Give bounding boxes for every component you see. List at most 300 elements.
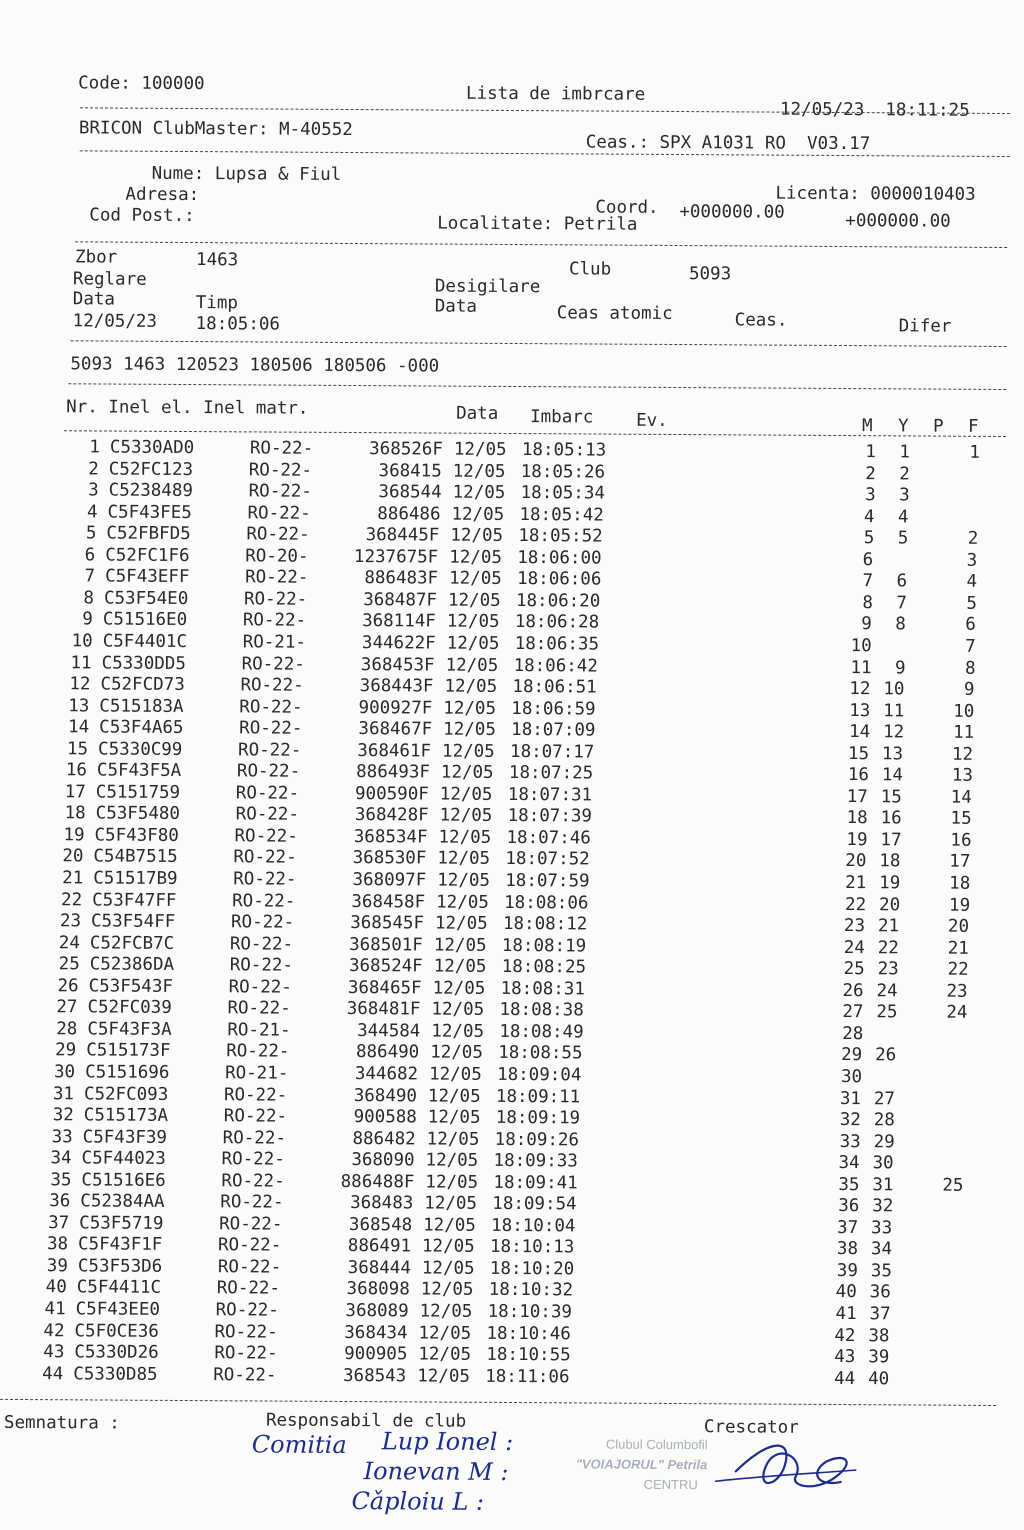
registration-number: 344682 [332,1064,418,1085]
registration-number: 900927F [346,698,432,719]
rank-f: 23 [942,981,968,1001]
handwritten-name: Lup Ionel : [382,1427,514,1456]
registration-number: 368097F [340,870,426,891]
rank-y: 1 [886,442,910,462]
row-number: 43 [28,1342,64,1362]
registration-number: 368524F [337,956,423,977]
arrival-date: 12/05 [438,827,491,847]
rank-m: 27 [837,1002,863,1022]
registration-number: 886491 [325,1236,411,1257]
arrival-date: 12/05 [434,935,487,955]
arrival-time: 18:05:13 [522,440,606,461]
registration-number: 886482 [330,1128,416,1149]
rank-f: 5 [951,594,977,614]
club-label: Club [569,259,611,279]
rank-y: 25 [873,1003,897,1023]
arrival-time: 18:10:39 [488,1302,572,1323]
arrival-date: 12/05 [453,461,506,481]
registration-prefix: RO-22- [217,1279,280,1299]
row-number: 40 [31,1278,67,1298]
arrival-date: 12/05 [422,1237,475,1257]
electronic-ring: C5F43EE0 [76,1299,160,1320]
unsealing-date-label: Data [435,297,477,317]
electronic-ring: C53F543F [89,976,173,997]
arrival-time: 18:07:59 [505,871,589,892]
registration-prefix: RO-22- [230,934,293,954]
row-number: 17 [50,782,86,802]
row-number: 2 [63,459,99,479]
rank-f: 19 [944,895,970,915]
registration-number: 368544 [356,482,442,503]
rank-f: 3 [951,550,977,570]
registration-prefix: RO-22- [242,654,305,674]
electronic-ring: C51516E6 [81,1170,165,1191]
arrival-date: 12/05 [418,1345,471,1365]
registration-number: 368545F [338,913,424,934]
column-f: F [968,417,979,437]
registration-prefix: RO-22- [219,1214,282,1234]
rank-y: 7 [883,593,907,613]
arrival-date: 12/05 [454,440,507,460]
date-label: Data [73,289,115,309]
electronic-ring: C5F4401C [103,631,187,652]
rank-y: 39 [865,1347,889,1367]
clubmaster-id: BRICON ClubMaster: M-40552 [79,118,353,140]
rank-m: 22 [840,895,866,915]
registration-prefix: RO-22- [236,805,299,825]
arrival-time: 18:08:55 [498,1043,582,1064]
rank-y: 28 [871,1110,895,1130]
rank-y: 3 [886,485,910,505]
arrival-time: 18:07:09 [511,720,595,741]
print-datetime: 12/05/23 18:11:25 [780,100,970,121]
rank-m: 38 [832,1239,858,1259]
electronic-ring: C5330D26 [74,1342,158,1363]
row-number: 1 [64,437,100,457]
rank-y: 23 [875,959,899,979]
arrival-date: 12/05 [430,1043,483,1063]
rank-m: 19 [841,830,867,850]
arrival-date: 12/05 [444,677,497,697]
row-number: 24 [44,933,80,953]
rank-m: 34 [834,1153,860,1173]
registration-number: 368487F [351,590,437,611]
postal-code-label: Cod Post.: [89,205,194,226]
row-number: 11 [56,653,92,673]
arrival-date: 12/05 [441,763,494,783]
registration-prefix: RO-20- [245,546,308,566]
registration-prefix: RO-22- [221,1171,284,1191]
electronic-ring: C5330C99 [98,739,182,760]
rank-m: 8 [847,593,873,613]
rank-y: 2 [886,464,910,484]
arrival-date: 12/05 [436,892,489,912]
arrival-time: 18:07:39 [508,806,592,827]
arrival-time: 18:09:11 [496,1086,580,1107]
row-number: 44 [27,1364,63,1384]
rank-f: 13 [947,766,973,786]
row-number: 16 [51,760,87,780]
arrival-time: 18:08:25 [502,957,586,978]
arrival-time: 18:06:20 [516,591,600,612]
rank-m: 9 [846,614,872,634]
registration-prefix: RO-22- [239,718,302,738]
rank-f: 9 [948,680,974,700]
rank-y: 22 [875,938,899,958]
coord-y: +000000.00 [845,211,950,232]
rank-m: 42 [829,1325,855,1345]
registration-number: 368543 [320,1365,406,1386]
electronic-ring: C5F43FE5 [107,502,191,523]
arrival-date: 12/05 [429,1064,482,1084]
row-number: 25 [44,954,80,974]
row-number: 41 [30,1299,66,1319]
registration-prefix: RO-22- [244,589,307,609]
rank-m: 2 [850,464,876,484]
rank-y: 40 [865,1369,889,1389]
electronic-ring: C53F5719 [79,1213,163,1234]
row-number: 32 [38,1105,74,1125]
registration-number: 344622F [350,633,436,654]
rank-y: 35 [868,1261,892,1281]
arrival-date: 12/05 [423,1215,476,1235]
arrival-time: 18:06:28 [515,612,599,633]
handwritten-name: Ionevan M : [364,1457,509,1486]
registration-number: 886488F [328,1172,414,1193]
rank-m: 16 [843,765,869,785]
registration-number: 368483 [327,1193,413,1214]
handwritten-name: Cǎploiu L : [351,1487,484,1516]
rank-y: 30 [870,1153,894,1173]
registration-number: 368444 [325,1258,411,1279]
registration-prefix: RO-21- [225,1063,288,1083]
electronic-ring: C5F43F3A [87,1019,171,1040]
row-number: 23 [45,911,81,931]
coord-x: +000000.00 [679,202,784,223]
arrival-date: 12/05 [449,547,502,567]
rank-y: 21 [875,916,899,936]
column-event: Ev. [636,411,668,431]
rank-y: 20 [876,895,900,915]
electronic-ring: C53F54E0 [104,588,188,609]
setting-label: Reglare [73,269,147,289]
document-title: Lista de imbrcare [466,84,645,105]
registration-number: 368090 [329,1150,415,1171]
owner-name: Nume: Lupsa & Fiul [152,164,342,185]
rank-f: 4 [951,572,977,592]
row-number: 9 [57,610,93,630]
club-stamp-line: "VOIAJORUL" Petrila [576,1456,708,1472]
rank-y: 4 [884,507,908,527]
row-number: 19 [48,825,84,845]
electronic-ring: C5151759 [96,782,180,803]
electronic-ring: C52FC1F6 [105,545,189,566]
registration-number: 886493F [344,762,430,783]
registration-prefix: RO-22- [237,762,300,782]
registration-number: 368461F [345,741,431,762]
registration-number: 368089 [323,1301,409,1322]
registration-number: 886483F [352,568,438,589]
rank-y: 8 [882,615,906,635]
electronic-ring: C52FC093 [84,1084,168,1105]
registration-prefix: RO-22- [247,503,310,523]
arrival-date: 12/05 [433,978,486,998]
registration-number: 368098 [324,1279,410,1300]
arrival-time: 18:10:13 [490,1237,574,1258]
arrival-time: 18:09:41 [493,1173,577,1194]
electronic-ring: C5F0CE36 [74,1321,158,1342]
arrival-date: 12/05 [447,612,500,632]
row-number: 42 [28,1321,64,1341]
registration-prefix: RO-22- [214,1322,277,1342]
row-number: 4 [61,502,97,522]
rank-m: 35 [833,1175,859,1195]
row-number: 13 [53,696,89,716]
electronic-ring: C52FBFD5 [106,524,190,545]
electronic-ring: C52FCD73 [100,675,184,696]
arrival-time: 18:11:06 [485,1366,569,1387]
rank-m: 31 [835,1088,861,1108]
registration-number: 1237675F [352,547,438,568]
row-number: 34 [36,1148,72,1168]
rank-m: 13 [844,701,870,721]
registration-prefix: RO-22- [250,438,313,458]
arrival-time: 18:09:26 [495,1129,579,1150]
arrival-time: 18:06:59 [511,699,595,720]
registration-prefix: RO-22- [238,740,301,760]
arrival-date: 12/05 [422,1258,475,1278]
rank-m: 4 [848,507,874,527]
arrival-time: 18:08:38 [499,1000,583,1021]
electronic-ring: C515183A [99,696,183,717]
locality: Localitate: Petrila [437,214,637,235]
arrival-date: 12/05 [443,698,496,718]
rank-f: 12 [947,744,973,764]
rank-y: 14 [879,765,903,785]
rank-y: 26 [872,1046,896,1066]
row-number: 20 [47,847,83,867]
handwritten-committee: Comitia [252,1430,347,1459]
setting-time: 18:05:06 [196,314,280,335]
row-number: 22 [46,890,82,910]
registration-number: 368428F [343,805,429,826]
row-number: 3 [63,480,99,500]
rank-m: 26 [838,981,864,1001]
rank-f: 11 [948,723,974,743]
arrival-time: 18:05:34 [521,483,605,504]
arrival-date: 12/05 [440,784,493,804]
rank-m: 24 [839,938,865,958]
arrival-time: 18:10:32 [489,1280,573,1301]
registration-number: 368530F [340,848,426,869]
row-number: 26 [43,976,79,996]
table-row [0,1364,1020,1390]
difference-label: Difer [899,316,952,336]
registration-prefix: RO-22- [224,1085,287,1105]
arrival-date: 12/05 [435,914,488,934]
time-label: Timp [196,293,238,313]
rank-m: 11 [846,658,872,678]
electronic-ring: C515173A [84,1105,168,1126]
rank-m: 18 [842,808,868,828]
clock-label: Ceas. [735,310,788,330]
rank-m: 30 [836,1067,862,1087]
rank-y: 38 [865,1326,889,1346]
rank-f: 22 [943,960,969,980]
rank-m: 28 [837,1024,863,1044]
rank-f: 15 [946,809,972,829]
registration-prefix: RO-22- [249,481,312,501]
rank-f: 1 [954,443,980,463]
rank-m: 29 [836,1045,862,1065]
column-arrival: Imbarc [530,407,593,427]
arrival-date: 12/05 [437,849,490,869]
registration-prefix: RO-22- [218,1257,281,1277]
rank-m: 17 [842,787,868,807]
electronic-ring: C51516E0 [103,610,187,631]
rank-f: 16 [945,831,971,851]
registration-number: 368443F [347,676,433,697]
rank-f: 8 [950,658,976,678]
rank-y: 10 [880,679,904,699]
divider [0,1399,996,1406]
registration-number: 368458F [339,891,425,912]
rank-y: 32 [869,1196,893,1216]
electronic-ring: C52FC039 [87,998,171,1019]
atomic-clock-label: Ceas atomic [557,303,673,324]
registration-number: 368481F [334,999,420,1020]
row-number: 35 [35,1170,71,1190]
arrival-date: 12/05 [426,1151,479,1171]
coord-label: Coord. [595,197,658,217]
registration-prefix: RO-22- [222,1149,285,1169]
arrival-time: 18:08:19 [502,936,586,957]
registration-prefix: RO-22- [232,891,295,911]
row-number: 12 [54,674,90,694]
arrival-time: 18:09:33 [494,1151,578,1172]
electronic-ring: C5F43EFF [105,567,189,588]
rank-m: 33 [835,1132,861,1152]
rank-m: 21 [840,873,866,893]
electronic-ring: C52FCB7C [90,933,174,954]
setting-date: 12/05/23 [73,311,157,332]
row-number: 18 [50,804,86,824]
electronic-ring: C53F53D6 [78,1256,162,1277]
code-label: Code: 100000 [78,73,205,94]
column-date: Data [456,404,498,424]
electronic-ring: C54B7515 [93,847,177,868]
rank-y: 13 [879,744,903,764]
rank-m: 39 [832,1261,858,1281]
row-number: 29 [40,1041,76,1061]
registration-number: 368501F [337,935,423,956]
flight-number: 1463 [196,250,238,270]
rank-y: 34 [868,1240,892,1260]
rank-m: 7 [847,571,873,591]
arrival-time: 18:06:35 [515,634,599,655]
registration-prefix: RO-22- [233,848,296,868]
divider [75,241,1007,248]
arrival-date: 12/05 [440,806,493,826]
registration-prefix: RO-22- [229,977,292,997]
row-number: 37 [33,1213,69,1233]
registration-prefix: RO-22- [230,955,293,975]
electronic-ring: C5F43F80 [94,825,178,846]
rank-m: 41 [831,1304,857,1324]
rank-y: 18 [876,852,900,872]
registration-prefix: RO-22- [224,1106,287,1126]
rank-y: 33 [868,1218,892,1238]
arrival-date: 12/05 [418,1323,471,1343]
arrival-time: 18:10:04 [491,1216,575,1237]
electronic-ring: C5151696 [85,1062,169,1083]
electronic-ring: C5330DD5 [102,653,186,674]
arrival-date: 12/05 [421,1280,474,1300]
rank-m: 44 [829,1369,855,1389]
registration-prefix: RO-22- [233,869,296,889]
arrival-date: 12/05 [434,957,487,977]
arrival-time: 18:06:51 [512,677,596,698]
arrival-date: 12/05 [449,569,502,589]
arrival-date: 12/05 [437,871,490,891]
electronic-ring: C5F43F39 [83,1127,167,1148]
arrival-time: 18:10:55 [486,1345,570,1366]
license-number: Licenta: 0000010403 [775,184,975,205]
row-number: 5 [60,523,96,543]
electronic-ring: C5F43F5A [97,761,181,782]
unsealing-label: Desigilare [435,277,540,298]
rank-y: 16 [878,809,902,829]
rank-m: 10 [846,636,872,656]
club-responsible-label: Responsabil de club [266,1411,466,1432]
registration-number: 368445F [353,525,439,546]
club-number: 5093 [689,264,731,284]
row-number: 14 [53,717,89,737]
rank-f: 17 [944,852,970,872]
clock-id: Ceas.: SPX A1031 RO V03.17 [586,132,871,154]
electronic-ring: C53F47FF [92,890,176,911]
divider [71,340,1007,347]
row-number: 27 [41,997,77,1017]
arrival-date: 12/05 [425,1172,478,1192]
column-y: Y [898,416,909,436]
arrival-time: 18:07:25 [509,763,593,784]
rank-f: 20 [943,917,969,937]
rank-f: 7 [950,637,976,657]
rank-m: 20 [840,851,866,871]
rank-y: 37 [867,1304,891,1324]
registration-number: 368526F [357,439,443,460]
rank-m: 37 [832,1218,858,1238]
arrival-table [5,0,1024,3]
registration-number: 368453F [349,655,435,676]
electronic-ring: C5F44023 [82,1149,166,1170]
row-number: 7 [59,567,95,587]
rank-y: 15 [878,787,902,807]
arrival-time: 18:08:49 [499,1022,583,1043]
electronic-ring: C53F4A65 [99,718,183,739]
rank-m: 1 [850,442,876,462]
registration-prefix: RO-22- [245,568,308,588]
rank-y: 11 [880,701,904,721]
arrival-date: 12/05 [451,504,504,524]
arrival-date: 12/05 [447,634,500,654]
rank-f: 25 [937,1175,963,1195]
rank-y: 29 [871,1132,895,1152]
rank-f: 14 [946,787,972,807]
column-m: M [862,416,873,436]
signature-label: Semnatura : [4,1413,120,1434]
